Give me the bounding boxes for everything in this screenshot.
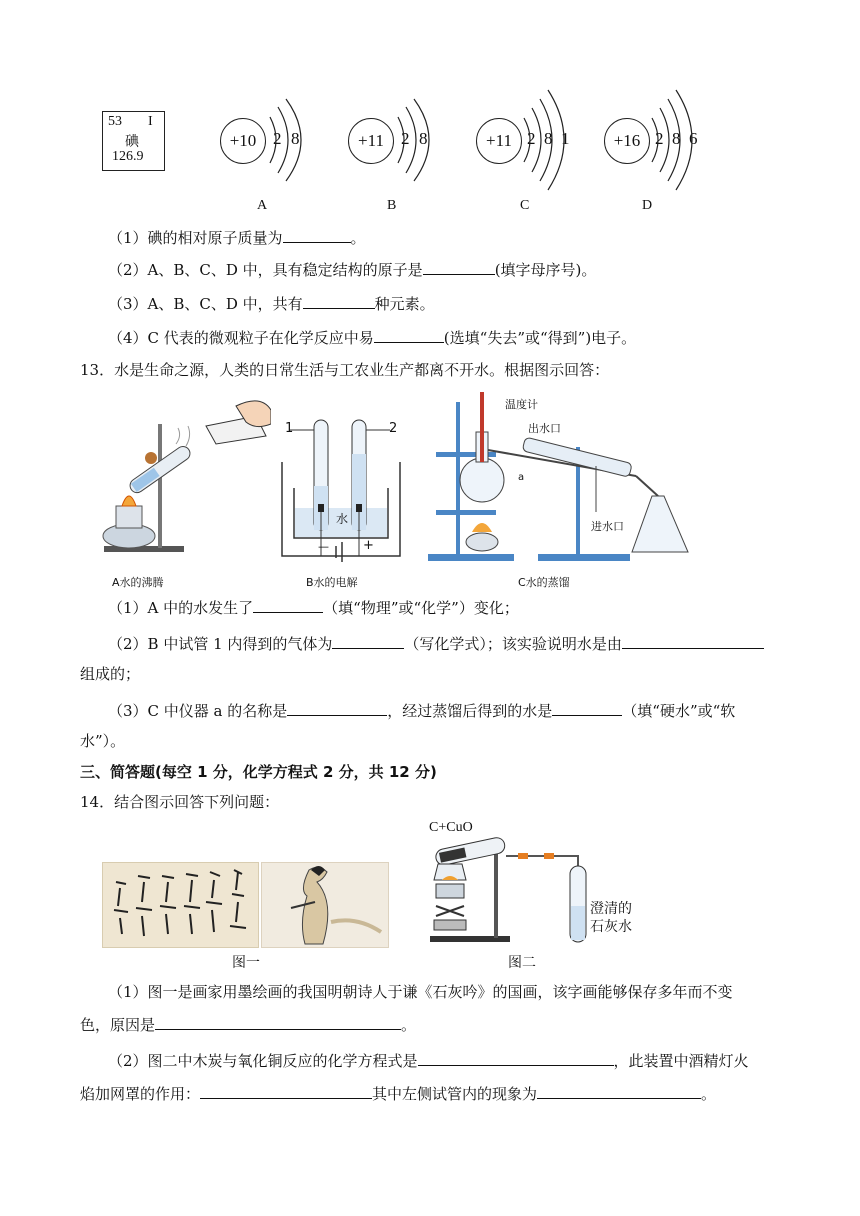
fig-c-caption: C水的蒸馏 [518,576,570,589]
fig-b-plus-label: + [363,538,374,553]
answer-blank[interactable] [332,632,404,649]
fig2-limewater-label-2: 石灰水 [590,919,632,935]
fig2-limewater-label-1: 澄清的 [590,901,632,917]
figure-electrolysis [278,416,408,566]
shell-electrons: 8 [672,129,681,148]
q14-sub2: （2）图二中木炭与氧化铜反应的化学方程式是 ，此装置中酒精灯火 [108,1049,749,1071]
answer-blank[interactable] [622,632,764,649]
fig-b-water-label: 水 [336,512,349,526]
calligraphy-strokes [102,862,257,946]
answer-blank[interactable] [253,596,323,613]
shell-arcs [218,95,338,195]
q12-sub1: （1）碘的相对原子质量为 。 [108,226,366,248]
atom-diagram-d [602,88,712,198]
fig1-caption: 图一 [232,955,260,971]
q12-sub4: （4）C 代表的微观粒子在化学反应中易 (选填“失去”或“得到”)电子。 [108,326,636,348]
q14-sub1: （1）图一是画家用墨绘画的我国明朝诗人于谦《石灰吟》的国画，该字画能够保存多年而不变 [108,983,733,1001]
figure-distillation [426,392,706,567]
answer-blank[interactable] [200,1082,372,1099]
element-name: 碘 [125,135,139,150]
answer-blank[interactable] [537,1082,701,1099]
fig-b-tube1-label: 1 [285,421,294,436]
answer-blank[interactable] [283,226,351,243]
q13-sub3-cont: 水”）。 [80,732,126,750]
element-card [102,111,165,171]
shell-electrons: 2 [655,129,664,148]
fig2-caption: 图二 [508,955,536,971]
shell-electrons: 6 [689,129,698,148]
fig2-reactant-label: C+CuO [429,820,473,835]
answer-blank[interactable] [374,326,444,343]
fig-b-tube2-label: 2 [389,421,398,436]
q13-sub2-cont: 组成的； [80,665,141,683]
nucleus-c: +11 [476,118,522,164]
answer-blank[interactable] [303,292,375,309]
nucleus-d: +16 [604,118,650,164]
portrait-figure [261,862,387,946]
answer-blank[interactable] [552,699,622,716]
shell-arcs [474,88,584,198]
q13-sub1: （1）A 中的水发生了 （填“物理”或“化学”）变化； [108,596,519,618]
nucleus-b: +11 [348,118,394,164]
shell-electrons: 2 [401,129,410,148]
q12-sub3: （3）A、B、C、D 中，共有 种元素。 [108,292,435,314]
q14-sub1-cont: 色，原因是 。 [80,1013,416,1035]
fig-c-outlet-label: 出水口 [528,422,561,435]
atom-label-b: B [387,198,397,213]
atom-diagram-b [346,95,466,195]
fig-b-caption: B水的电解 [306,576,358,589]
q14-stem: 14．结合图示回答下列问题： [80,793,280,811]
atom-label-a: A [257,198,268,213]
shell-electrons: 2 [273,129,282,148]
shell-electrons: 8 [544,129,553,148]
shell-electrons: 8 [419,129,428,148]
element-symbol: I [148,114,153,129]
answer-blank[interactable] [423,258,495,275]
q14-sub2-cont: 焰加网罩的作用： 其中左侧试管内的现象为 。 [80,1082,716,1104]
atomic-number: 53 [108,114,122,129]
figure-water-boiling [96,396,271,566]
fig-c-a-label: a [518,472,525,483]
fig-c-thermometer-label: 温度计 [505,398,538,411]
section-title: 三、简答题(每空 1 分，化学方程式 2 分，共 12 分) [80,763,437,781]
atom-label-c: C [520,198,530,213]
shell-arcs [346,95,466,195]
shell-electrons: 8 [291,129,300,148]
answer-blank[interactable] [418,1049,614,1066]
atom-diagram-a [218,95,338,195]
shell-electrons: 2 [527,129,536,148]
q13-sub2: （2）B 中试管 1 内得到的气体为 （写化学式）；该实验说明水是由 [108,632,764,654]
fig-b-minus-label: — [318,540,329,553]
shell-electrons: 1 [561,129,570,148]
fig-a-caption: A水的沸腾 [112,576,164,589]
atomic-mass: 126.9 [112,149,144,164]
atom-diagram-c [474,88,584,198]
shell-arcs [602,88,712,198]
q12-sub2: （2）A、B、C、D 中，具有稳定结构的原子是 (填字母序号)。 [108,258,596,280]
fig-c-inlet-label: 进水口 [591,520,624,533]
q13-sub3: （3）C 中仪器 a 的名称是 ，经过蒸馏后得到的水是 （填“硬水”或“软 [108,699,735,721]
answer-blank[interactable] [287,699,387,716]
nucleus-a: +10 [220,118,266,164]
atom-label-d: D [642,198,653,213]
q13-stem: 13．水是生命之源，人类的日常生活与工农业生产都离不开水。根据图示回答： [80,361,610,379]
answer-blank[interactable] [155,1013,401,1030]
